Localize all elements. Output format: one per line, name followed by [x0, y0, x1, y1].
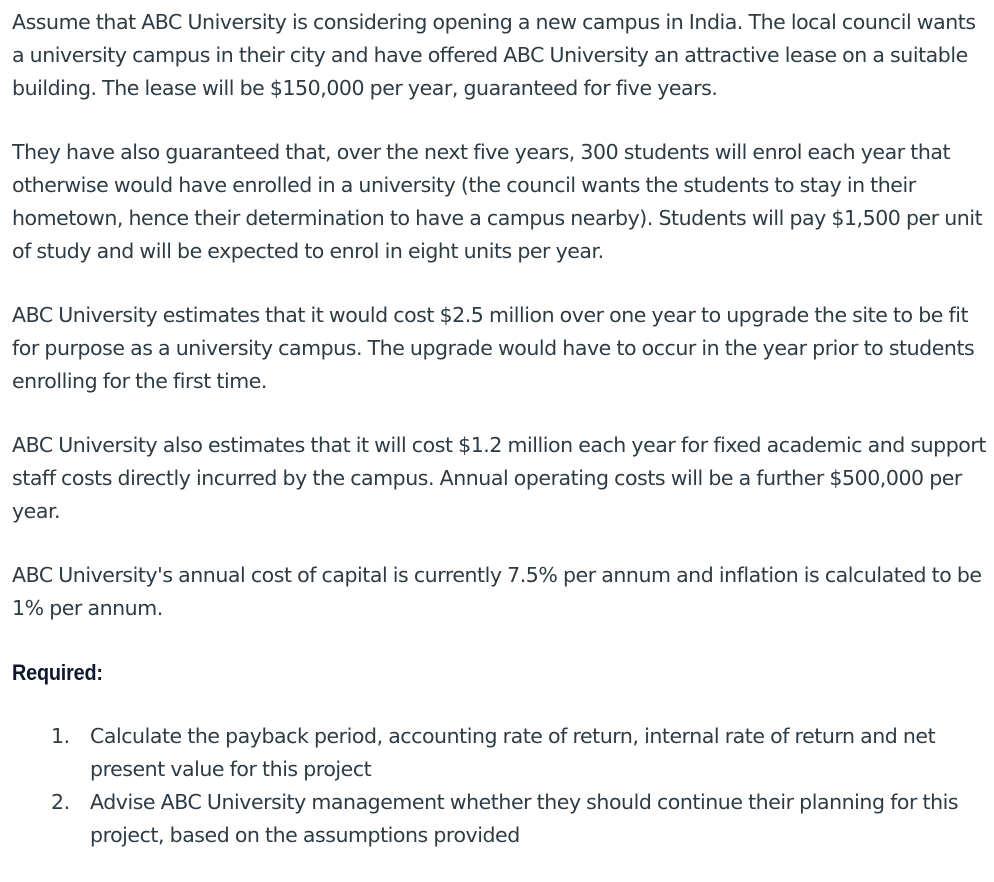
- paragraph-upgrade-cost: ABC University estimates that it would cost $2.5 million over one year to upgrade the site to be fit for purpose as a university campus. The upgrade would have to occur in the year prior to students enrolling for the first time.: [12, 303, 975, 393]
- list-item-number: 1.: [51, 724, 70, 748]
- paragraph-cost-of-capital: ABC University's annual cost of capital is currently 7.5% per annum and inflation is calculated to be 1% per annum.: [12, 563, 982, 620]
- required-heading: Required:: [12, 660, 103, 685]
- question-document: [12, 6, 990, 852]
- list-item: [12, 720, 990, 786]
- list-item-text: Calculate the payback period, accounting rate of return, internal rate of return and net present value for this project: [90, 724, 936, 781]
- requirements-list: [12, 720, 990, 852]
- paragraph-students: They have also guaranteed that, over the next five years, 300 students will enrol each year that otherwise would have enrolled in a university (the council wants the students to stay in their hometown, hence their determination to have a campus nearby). Students will pay $1,500 per unit of study and will be expected to enrol in eight units per year.: [12, 140, 983, 263]
- paragraph-staff-costs: ABC University also estimates that it will cost $1.2 million each year for fixed academic and support staff costs directly incurred by the campus. Annual operating costs will be a further $500,000 per year.: [12, 433, 986, 523]
- list-item: [12, 786, 990, 852]
- paragraph-lease: Assume that ABC University is considering opening a new campus in India. The local council wants a university campus in their city and have offered ABC University an attractive lease on a suitable building. The lease will be $150,000 per year, guaranteed for five years.: [12, 10, 976, 100]
- list-item-number: 2.: [51, 790, 70, 814]
- list-item-text: Advise ABC University management whether they should continue their planning for this project, based on the assumptions provided: [90, 790, 959, 847]
